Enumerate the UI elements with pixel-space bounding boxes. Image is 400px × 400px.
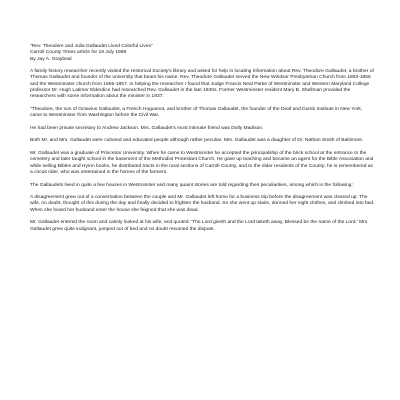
article-source: Carroll County Times article for 18 July 1999 [30,50,127,56]
article-byline: By Jay A. Graybeal [30,56,72,62]
paragraph: He had been private secretary to Andrew Jackson. Mrs. Gallaudet's most intimate friend was Dolly Madison. [30,125,264,131]
article-title: "Rev. Theodore and Julia Gallaudet Lived Colorful Lives" [30,44,153,49]
paragraph: The Gallaudets lived in quite a few houses in Westminster and many quaint stories are told regarding their peculiarities, among which is the following: [30,182,353,188]
paragraph: A family history researcher recently visited the Historical Society's library and asked for help in locating information about Rev. Theodore Gallaudet, a brother of Thomas Gallaudet and founder of the university that bears his name. Rev. Theodore Gallaudet served the New Windsor Presbyterian Church from 1853-1855 and the Westminster church from 1856-1857. In helping the researcher I found that Judge Francis Neal Parke of Westminster and Western Maryland College professor Dr. Hugh Latimer Elderdice had researched Rev. Gallaudet in the late 1930s. Former Westminster resident Mary B. Shellman provided the researchers with some information about the minister in 1937: [30,69,374,100]
paragraph: Mr. Gallaudet was a graduate of Princeton University. When he came to Westminster he accepted the principalship of the brick school at the entrance to the cemetery and later taught school in the basement of the Methodist Protestant Church. He gave up teaching and became an agent for the Bible Association and while selling Bibles and Hymn books, he distributed tracts in the rural sections of Carroll County, and to the older residents of the County; he is remembered as a circuit rider, who was entertained in the homes of the farmers. [30,151,374,175]
paragraph: Both Mr. and Mrs. Gallaudet were cultured and educated people although rather peculiar. Mrs. Gallaudet was a daughter of Dr. Nathan Smith of Baltimore. [30,138,364,144]
article-header [30,44,375,63]
paragraph: Mr. Gallaudet entered the room and calmly looked at his wife, and quoted: 'The Lord giveth and the Lord taketh away, Blessed be the name of the Lord.' Mrs. Gallaudet grew quite indignant, jumped out of bed and no doubt resumed the dispute. [30,220,369,232]
paragraph: "Theodore, the son of Octavius Gallaudet, a French Huguenot, and brother of Thomas Gallaudet, the founder of the Deaf and Dumb Institute in New York, came to Westminster from Washington before the Civil War. [30,106,363,119]
paragraph: A disagreement grew out of a conversation between the couple and Mr. Gallaudet left home for a business trip before the disagreement was cleared up. The wife, no doubt, thought of this during the day and finally decided to frighten the husband. So she went up stairs, donned her night clothes, and climbed into bed. When she heard her husband enter the house she feigned that she was dead. [30,195,375,213]
document-page [30,44,375,239]
